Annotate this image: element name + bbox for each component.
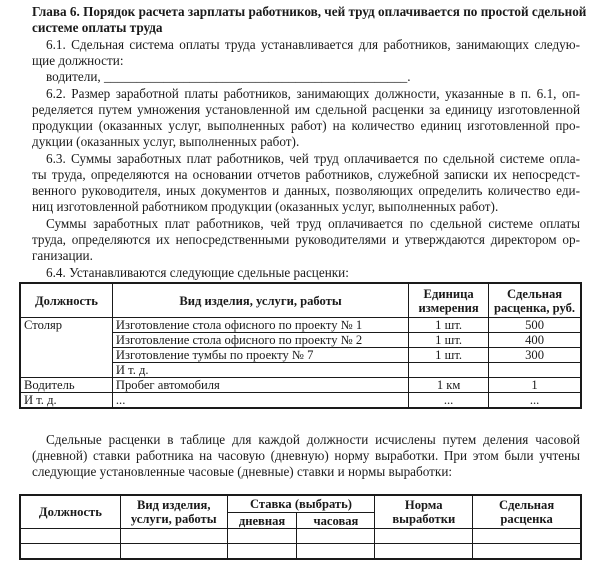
empty-cell <box>297 544 375 559</box>
header-unit: Единица измерения <box>409 284 489 318</box>
header-piece-rate: Сдельная расценка <box>473 496 581 529</box>
header-hourly: часовая <box>297 513 375 529</box>
p63b-line-3: ганизации. <box>32 248 93 263</box>
empty-cell <box>375 544 473 559</box>
p61-line-3: водители, ______________________________________________. <box>46 69 411 84</box>
cell-unit <box>409 363 489 378</box>
norms-table-header-top <box>21 496 581 513</box>
table-row <box>21 544 581 559</box>
table-row <box>21 393 581 408</box>
header-item: Вид изделия, услуги, работы <box>120 496 227 529</box>
p62-line-3: продукции (оказанных услуг, выполненных работ) на количество единиц изготовленной про- <box>32 118 580 133</box>
p62-line-2: ределяется путем умножения установленной им сдельной расценки за единицу изготовленной <box>32 102 580 117</box>
p63b-line-1: Суммы заработных плат работников, чей труд оплачивается по сдельной системе оплаты <box>46 216 580 231</box>
empty-cell <box>21 529 121 544</box>
cell-rate: 300 <box>489 348 581 363</box>
header-item: Вид изделия, услуги, работы <box>112 284 408 318</box>
p63-line-1: 6.3. Суммы заработных плат работников, чей труд оплачивается по сдельной системе опла- <box>46 151 580 166</box>
cell-unit: 1 шт. <box>409 318 489 333</box>
p62-line-1: 6.2. Размер заработной платы работников, занимающих должности, указанные в п. 6.1, оп- <box>46 86 580 101</box>
cell-rate: ... <box>489 393 581 408</box>
table-row <box>21 318 581 333</box>
rates-table <box>20 283 581 408</box>
header-norm: Норма выработки <box>375 496 473 529</box>
rates-table-header <box>21 284 581 318</box>
empty-cell <box>473 544 581 559</box>
empty-cell <box>473 529 581 544</box>
header-position: Должность <box>21 284 113 318</box>
table-row <box>21 378 581 393</box>
empty-cell <box>120 529 227 544</box>
cell-rate: 1 <box>489 378 581 393</box>
table-row <box>21 529 581 544</box>
chapter-title-line-1: Глава 6. Порядок расчета зарплаты работников, чей труд оплачивается по простой сдельной <box>32 4 587 19</box>
empty-cell <box>227 544 297 559</box>
empty-cell <box>21 544 121 559</box>
p63b-line-2: труда, определяются их непосредственными руководителями и утверждаются директором ор- <box>32 232 580 247</box>
header-rate: Сдельная расценка, руб. <box>489 284 581 318</box>
cell-item: Изготовление стола офисного по проекту № 1 <box>112 318 408 333</box>
p63-line-3: венного руководителя, иных документов и данных, позволяющих определить количество еди- <box>32 183 580 198</box>
cell-position: И т. д. <box>21 393 113 408</box>
cell-rate <box>489 363 581 378</box>
after-line-2: (дневной) ставки работника на часовую (дневную) норму выработки. При этом были учтены <box>32 448 580 463</box>
p63-line-4: ниц изготовленной работником продукции (оказанных услуг, выполненных работ). <box>32 199 499 214</box>
cell-unit: ... <box>409 393 489 408</box>
cell-item: Пробег автомобиля <box>112 378 408 393</box>
cell-position: Столяр <box>21 318 113 378</box>
cell-item: Изготовление стола офисного по проекту № 2 <box>112 333 408 348</box>
p63-line-2: ты труда, определяются на основании отчетов работников, служебной записки их непосредст- <box>32 167 580 182</box>
norms-table <box>20 495 581 559</box>
p64-line-1: 6.4. Устанавливаются следующие сдельные расценки: <box>46 265 349 280</box>
after-line-1: Сдельные расценки в таблице для каждой должности исчислены путем деления часовой <box>46 432 580 447</box>
header-position: Должность <box>21 496 121 529</box>
cell-unit: 1 шт. <box>409 348 489 363</box>
after-line-3: следующие установленные часовые (дневные) ставки и нормы выработки: <box>32 464 453 479</box>
cell-unit: 1 км <box>409 378 489 393</box>
cell-item: И т. д. <box>112 363 408 378</box>
p62-line-4: дукции (оказанных услуг, выполненных работ). <box>32 134 300 149</box>
empty-cell <box>227 529 297 544</box>
cell-unit: 1 шт. <box>409 333 489 348</box>
chapter-title-line-2: системе оплаты труда <box>32 20 163 35</box>
cell-rate: 400 <box>489 333 581 348</box>
empty-cell <box>120 544 227 559</box>
empty-cell <box>297 529 375 544</box>
empty-cell <box>375 529 473 544</box>
p61-line-2: щие должности: <box>32 53 124 68</box>
header-daily: дневная <box>227 513 297 529</box>
cell-rate: 500 <box>489 318 581 333</box>
cell-position: Водитель <box>21 378 113 393</box>
cell-item: Изготовление тумбы по проекту № 7 <box>112 348 408 363</box>
header-rate-group: Ставка (выбрать) <box>227 496 375 513</box>
p61-line-1: 6.1. Сдельная система оплаты труда устанавливается для работников, занимающих следую- <box>46 37 580 52</box>
cell-item: ... <box>112 393 408 408</box>
